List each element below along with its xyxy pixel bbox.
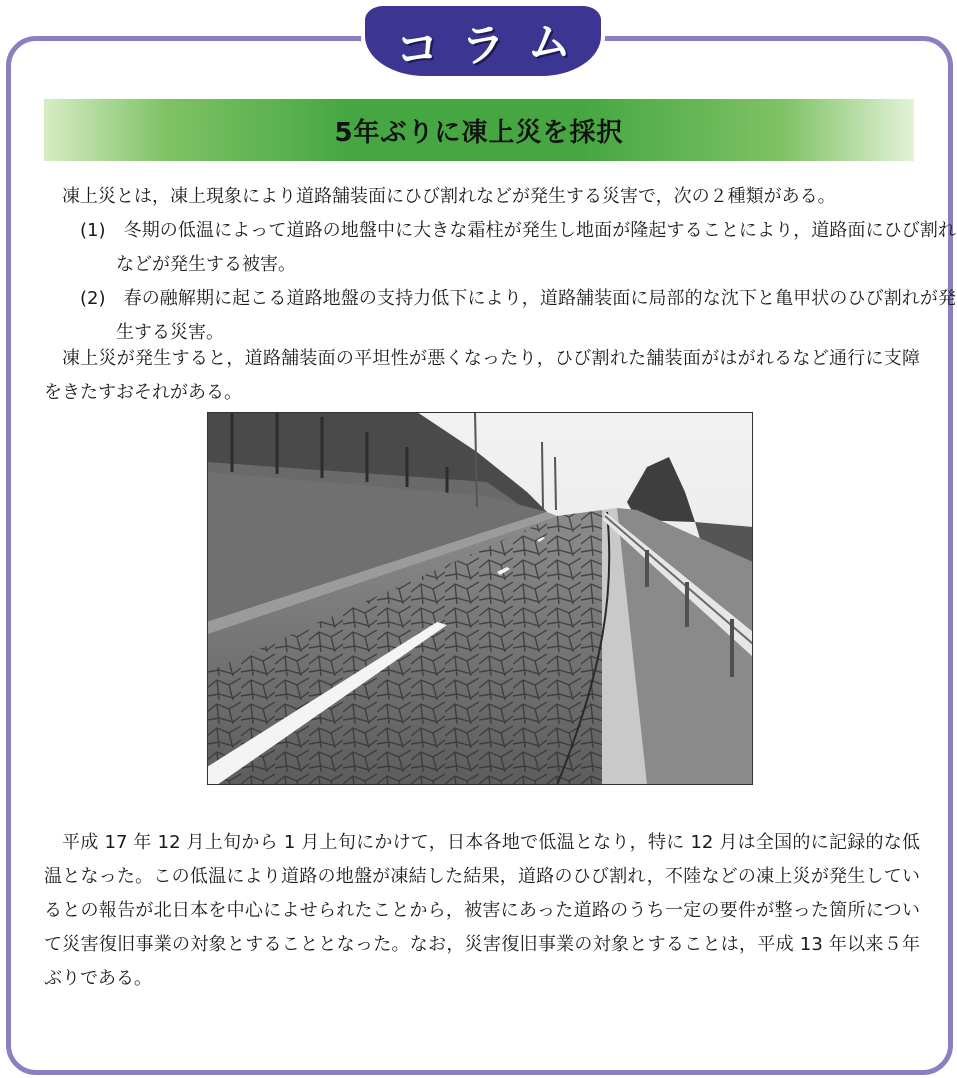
type-item-1 — [80, 214, 956, 282]
title-bar — [44, 99, 914, 161]
road-photo-illustration — [207, 412, 753, 785]
type-item-1-marker: (1) — [80, 220, 106, 241]
page-title: 5年ぶりに凍上災を採択 — [334, 117, 624, 148]
intro-paragraph: 凍上災とは，凍上現象により道路舗装面にひび割れなどが発生する災害で，次の２種類がある。 — [62, 186, 836, 207]
type-item-2-marker: (2) — [80, 288, 106, 309]
type-item-2 — [80, 282, 956, 350]
type-item-1-text: 冬期の低温によって道路の地盤中に大きな霜柱が発生し地面が隆起することにより，道路面にひび割れなどが発生する被害。 — [116, 220, 956, 275]
body-paragraph: 平成 17 年 12 月上旬から 1 月上旬にかけて，日本各地で低温となり，特に 12 月は全国的に記録的な低温となった。この低温により道路の地盤が凍結した結果，道路のひび割れ，不陸などの凍上災が発生しているとの報告が北日本を中心によせられたことから，被害にあった道路のうち一定の要件が整った箇所について災害復旧事業の対象とすることとなった。なお，災害復旧事業の対象とすることは，平成 13 年以来５年ぶりである。 — [44, 832, 920, 989]
column-badge-label: コラム — [394, 14, 595, 77]
effect-paragraph: 凍上災が発生すると，道路舗装面の平坦性が悪くなったり，ひび割れた舗装面がはがれるなど通行に支障をきたすおそれがある。 — [44, 348, 920, 403]
type-item-2-text: 春の融解期に起こる道路地盤の支持力低下により，道路舗装面に局部的な沈下と亀甲状のひび割れが発生する災害。 — [116, 288, 956, 343]
damaged-road-photo — [207, 412, 753, 785]
column-badge — [365, 6, 601, 76]
